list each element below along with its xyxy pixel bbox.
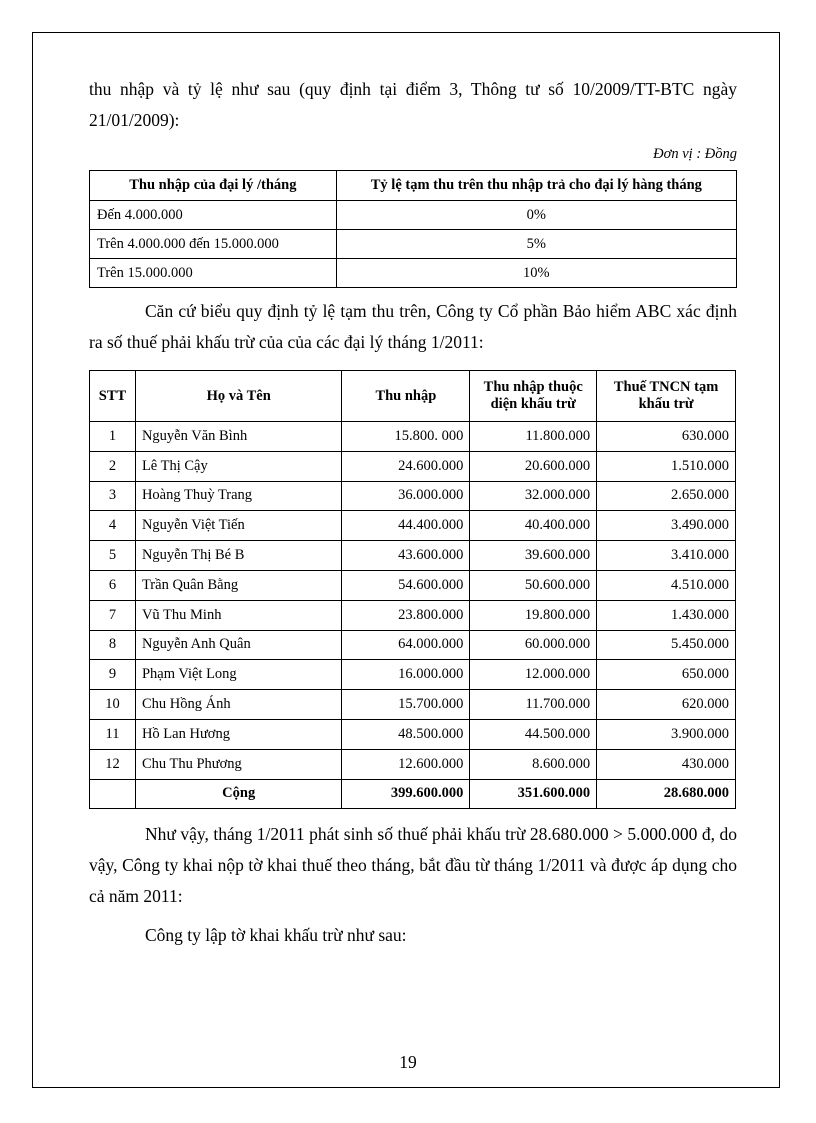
deductible-cell: 12.000.000 [470,660,597,690]
total-stt-cell [90,779,136,809]
table-row [90,719,736,749]
stt-cell: 3 [90,481,136,511]
document-body [89,74,737,951]
table-row [90,630,736,660]
header-stt: STT [90,371,136,422]
name-cell: Nguyễn Văn Bình [135,422,342,452]
tax-cell: 1.430.000 [597,600,736,630]
rate-row [90,230,737,259]
tax-cell: 3.900.000 [597,719,736,749]
table-row [90,451,736,481]
table-row [90,481,736,511]
income-cell: 24.600.000 [342,451,470,481]
agent-tax-table [89,370,736,809]
deductible-cell: 11.800.000 [470,422,597,452]
tax-cell: 620.000 [597,690,736,720]
header-deductible-income: Thu nhập thuộc diện khấu trừ [470,371,597,422]
tax-cell: 3.410.000 [597,541,736,571]
rate-value-cell: 5% [336,230,736,259]
tax-cell: 3.490.000 [597,511,736,541]
declaration-paragraph: Công ty lập tờ khai khấu trừ như sau: [145,925,407,946]
rate-header-rate: Tỷ lệ tạm thu trên thu nhập trả cho đại lý hàng tháng [336,171,736,201]
rate-row [90,201,737,230]
total-tax: 28.680.000 [597,779,736,809]
name-cell: Trần Quân Bằng [135,570,342,600]
stt-cell: 11 [90,719,136,749]
table-row [90,660,736,690]
header-withheld-tax: Thuế TNCN tạm khấu trừ [597,371,736,422]
stt-cell: 12 [90,749,136,779]
name-cell: Nguyễn Anh Quân [135,630,342,660]
rate-income-cell: Trên 15.000.000 [90,259,337,288]
rate-income-cell: Trên 4.000.000 đến 15.000.000 [90,230,337,259]
income-cell: 54.600.000 [342,570,470,600]
income-cell: 48.500.000 [342,719,470,749]
income-cell: 64.000.000 [342,630,470,660]
name-cell: Nguyễn Thị Bé B [135,541,342,571]
deductible-cell: 39.600.000 [470,541,597,571]
tax-cell: 430.000 [597,749,736,779]
name-cell: Nguyễn Việt Tiến [135,511,342,541]
table-row [90,511,736,541]
deductible-cell: 32.000.000 [470,481,597,511]
income-cell: 36.000.000 [342,481,470,511]
stt-cell: 9 [90,660,136,690]
rate-table [89,170,737,288]
stt-cell: 4 [90,511,136,541]
name-cell: Phạm Việt Long [135,660,342,690]
deductible-cell: 20.600.000 [470,451,597,481]
deductible-cell: 8.600.000 [470,749,597,779]
deductible-cell: 44.500.000 [470,719,597,749]
name-cell: Hoàng Thuỳ Trang [135,481,342,511]
table-row [90,600,736,630]
name-cell: Vũ Thu Minh [135,600,342,630]
table-row [90,570,736,600]
tax-cell: 650.000 [597,660,736,690]
income-cell: 16.000.000 [342,660,470,690]
stt-cell: 1 [90,422,136,452]
stt-cell: 2 [90,451,136,481]
conclusion-paragraph: Như vậy, tháng 1/2011 phát sinh số thuế phải khấu trừ 28.680.000 > 5.000.000 đ, do vậy, Công ty khai nộp tờ khai thuế theo tháng, bắt đầu từ tháng 1/2011 và được áp dụng cho cả năm 2011: [89,824,737,907]
income-cell: 43.600.000 [342,541,470,571]
rate-income-cell: Đến 4.000.000 [90,201,337,230]
rate-value-cell: 0% [336,201,736,230]
table-row [90,541,736,571]
stt-cell: 8 [90,630,136,660]
rate-table-header [90,171,737,201]
stt-cell: 10 [90,690,136,720]
tax-cell: 2.650.000 [597,481,736,511]
header-income: Thu nhập [342,371,470,422]
table-row [90,422,736,452]
deductible-cell: 60.000.000 [470,630,597,660]
income-cell: 44.400.000 [342,511,470,541]
name-cell: Chu Hồng Ánh [135,690,342,720]
header-name: Họ và Tên [135,371,342,422]
rate-header-income: Thu nhập của đại lý /tháng [90,171,337,201]
income-cell: 15.800. 000 [342,422,470,452]
name-cell: Lê Thị Cậy [135,451,342,481]
intro-paragraph: thu nhập và tỷ lệ như sau (quy định tại điểm 3, Thông tư số 10/2009/TT-BTC ngày 21/01/2009): [89,79,737,130]
total-deductible: 351.600.000 [470,779,597,809]
total-label: Cộng [135,779,342,809]
name-cell: Chu Thu Phương [135,749,342,779]
table-row [90,690,736,720]
total-row [90,779,736,809]
income-cell: 15.700.000 [342,690,470,720]
tax-cell: 5.450.000 [597,630,736,660]
unit-label: Đơn vị : Đồng [653,146,737,162]
deductible-cell: 11.700.000 [470,690,597,720]
stt-cell: 5 [90,541,136,571]
rate-row [90,259,737,288]
calculation-paragraph: Căn cứ biểu quy định tỷ lệ tạm thu trên, Công ty Cổ phần Bảo hiểm ABC xác định ra số thuế phải khấu trừ của của các đại lý tháng 1/2011: [89,301,737,352]
deductible-cell: 40.400.000 [470,511,597,541]
deductible-cell: 50.600.000 [470,570,597,600]
rate-value-cell: 10% [336,259,736,288]
page-number: 19 [399,1052,417,1072]
tax-cell: 4.510.000 [597,570,736,600]
stt-cell: 6 [90,570,136,600]
tax-cell: 1.510.000 [597,451,736,481]
deductible-cell: 19.800.000 [470,600,597,630]
name-cell: Hồ Lan Hương [135,719,342,749]
income-cell: 23.800.000 [342,600,470,630]
total-income: 399.600.000 [342,779,470,809]
stt-cell: 7 [90,600,136,630]
agent-table-header [90,371,736,422]
table-row [90,749,736,779]
income-cell: 12.600.000 [342,749,470,779]
tax-cell: 630.000 [597,422,736,452]
